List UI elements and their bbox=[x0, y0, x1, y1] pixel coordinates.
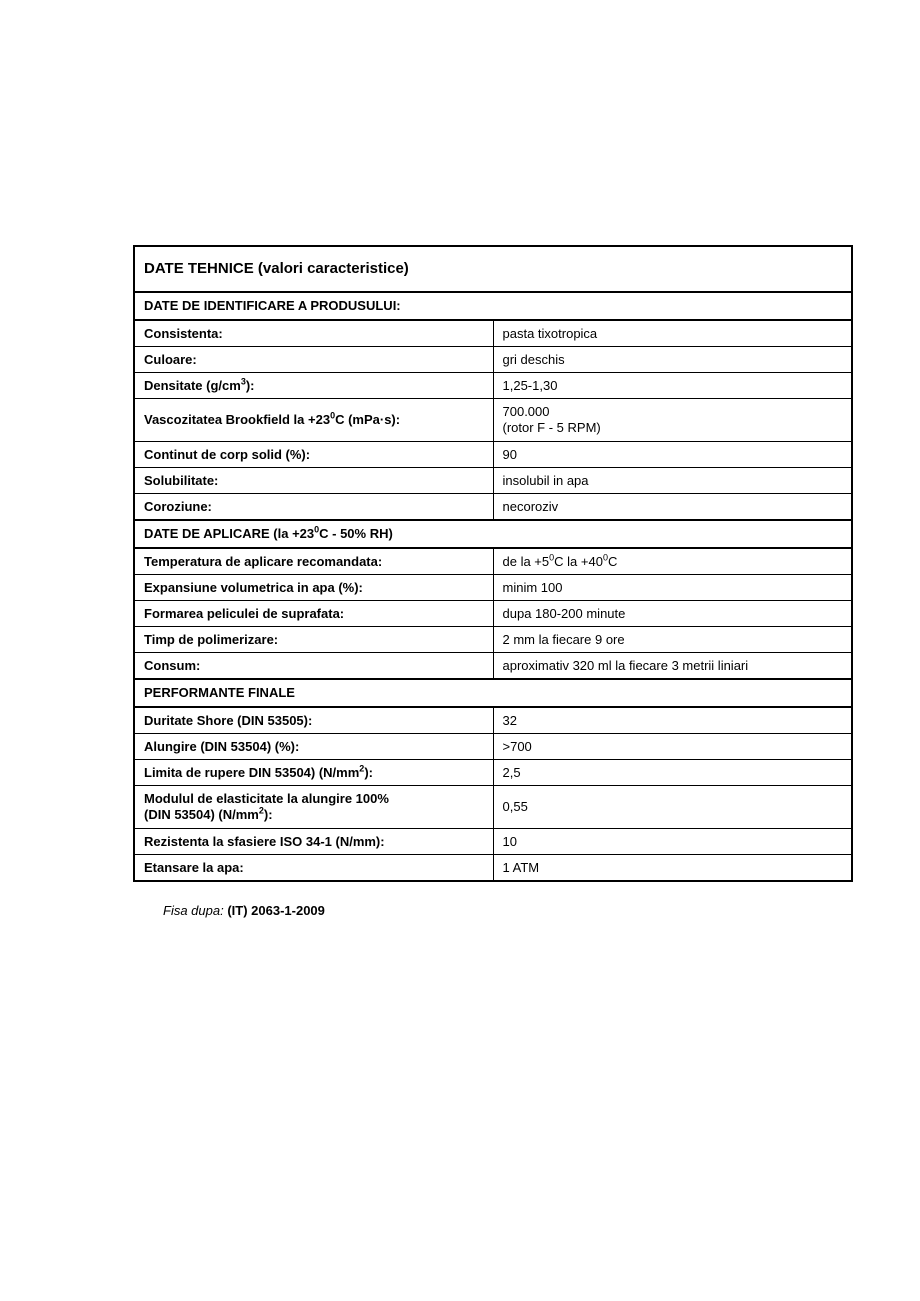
property-value: dupa 180-200 minute bbox=[493, 601, 851, 627]
property-label: Consum: bbox=[135, 653, 493, 680]
property-value: 10 bbox=[493, 829, 851, 855]
property-value: minim 100 bbox=[493, 575, 851, 601]
table-row bbox=[135, 601, 851, 627]
property-value: insolubil in apa bbox=[493, 468, 851, 494]
section-heading: PERFORMANTE FINALE bbox=[135, 679, 851, 707]
table-row bbox=[135, 829, 851, 855]
property-value: >700 bbox=[493, 734, 851, 760]
property-label: Expansiune volumetrica in apa (%): bbox=[135, 575, 493, 601]
technical-data-sheet bbox=[133, 245, 853, 882]
property-label: Continut de corp solid (%): bbox=[135, 442, 493, 468]
property-value: 700.000 (rotor F - 5 RPM) bbox=[493, 399, 851, 442]
property-value: aproximativ 320 ml la fiecare 3 metrii liniari bbox=[493, 653, 851, 680]
table-row bbox=[135, 373, 851, 399]
property-value: gri deschis bbox=[493, 347, 851, 373]
property-label: Modulul de elasticitate la alungire 100% (DIN 53504) $(N/mm^2)$: bbox=[135, 786, 493, 829]
property-label: Consistenta: bbox=[135, 320, 493, 347]
property-value: pasta tixotropica bbox=[493, 320, 851, 347]
property-label: Temperatura de aplicare recomandata: bbox=[135, 548, 493, 575]
property-value: 32 bbox=[493, 707, 851, 734]
property-label: Vascozitatea Brookfield la $+23^0C$ (mPa·s): bbox=[135, 399, 493, 442]
table-row bbox=[135, 320, 851, 347]
table-row bbox=[135, 468, 851, 494]
property-label: Duritate Shore (DIN 53505): bbox=[135, 707, 493, 734]
property-label: Solubilitate: bbox=[135, 468, 493, 494]
source-note bbox=[163, 903, 325, 918]
table-row bbox=[135, 786, 851, 829]
table-row bbox=[135, 653, 851, 680]
table-row bbox=[135, 627, 851, 653]
property-label: Etansare la apa: bbox=[135, 855, 493, 881]
table-row bbox=[135, 347, 851, 373]
property-label: Rezistenta la sfasiere ISO 34-1 (N/mm): bbox=[135, 829, 493, 855]
table-row bbox=[135, 494, 851, 521]
table-title-row bbox=[135, 247, 851, 292]
table-row bbox=[135, 548, 851, 575]
section-identification bbox=[135, 292, 851, 320]
technical-data-table bbox=[135, 247, 851, 880]
section-performance bbox=[135, 679, 851, 707]
property-value: 90 bbox=[493, 442, 851, 468]
property-value: 1,25-1,30 bbox=[493, 373, 851, 399]
property-label: Timp de polimerizare: bbox=[135, 627, 493, 653]
table-title: DATE TEHNICE (valori caracteristice) bbox=[135, 247, 851, 292]
property-label: Coroziune: bbox=[135, 494, 493, 521]
property-value: 0,55 bbox=[493, 786, 851, 829]
table-row bbox=[135, 707, 851, 734]
section-heading: DATE DE APLICARE ($la +23^0C - 50\%$ RH) bbox=[135, 520, 851, 548]
property-value: 1 ATM bbox=[502, 859, 540, 875]
property-label: Densitate $(g/cm^3)$: bbox=[135, 373, 493, 399]
property-value: necoroziv bbox=[493, 494, 851, 521]
property-label: Limita de rupere DIN 53504) $(N/mm^2)$: bbox=[135, 760, 493, 786]
source-prefix: Fisa dupa: bbox=[163, 903, 224, 918]
table-row bbox=[135, 575, 851, 601]
table-row bbox=[135, 399, 851, 442]
property-value: 2,5 bbox=[493, 760, 851, 786]
property-label: Culoare: bbox=[135, 347, 493, 373]
table-row bbox=[135, 760, 851, 786]
property-value: 2 mm la fiecare 9 ore bbox=[493, 627, 851, 653]
table-row bbox=[135, 734, 851, 760]
source-reference: (IT) 2063-1-2009 bbox=[227, 903, 325, 918]
property-value: de la $+5^0C$ la $+40^0C$ bbox=[493, 548, 851, 575]
table-row bbox=[135, 442, 851, 468]
section-heading: DATE DE IDENTIFICARE A PRODUSULUI: bbox=[135, 292, 851, 320]
table-row bbox=[135, 855, 851, 881]
property-label: Formarea peliculei de suprafata: bbox=[135, 601, 493, 627]
section-application bbox=[135, 520, 851, 548]
property-label: Alungire (DIN 53504) (%): bbox=[135, 734, 493, 760]
